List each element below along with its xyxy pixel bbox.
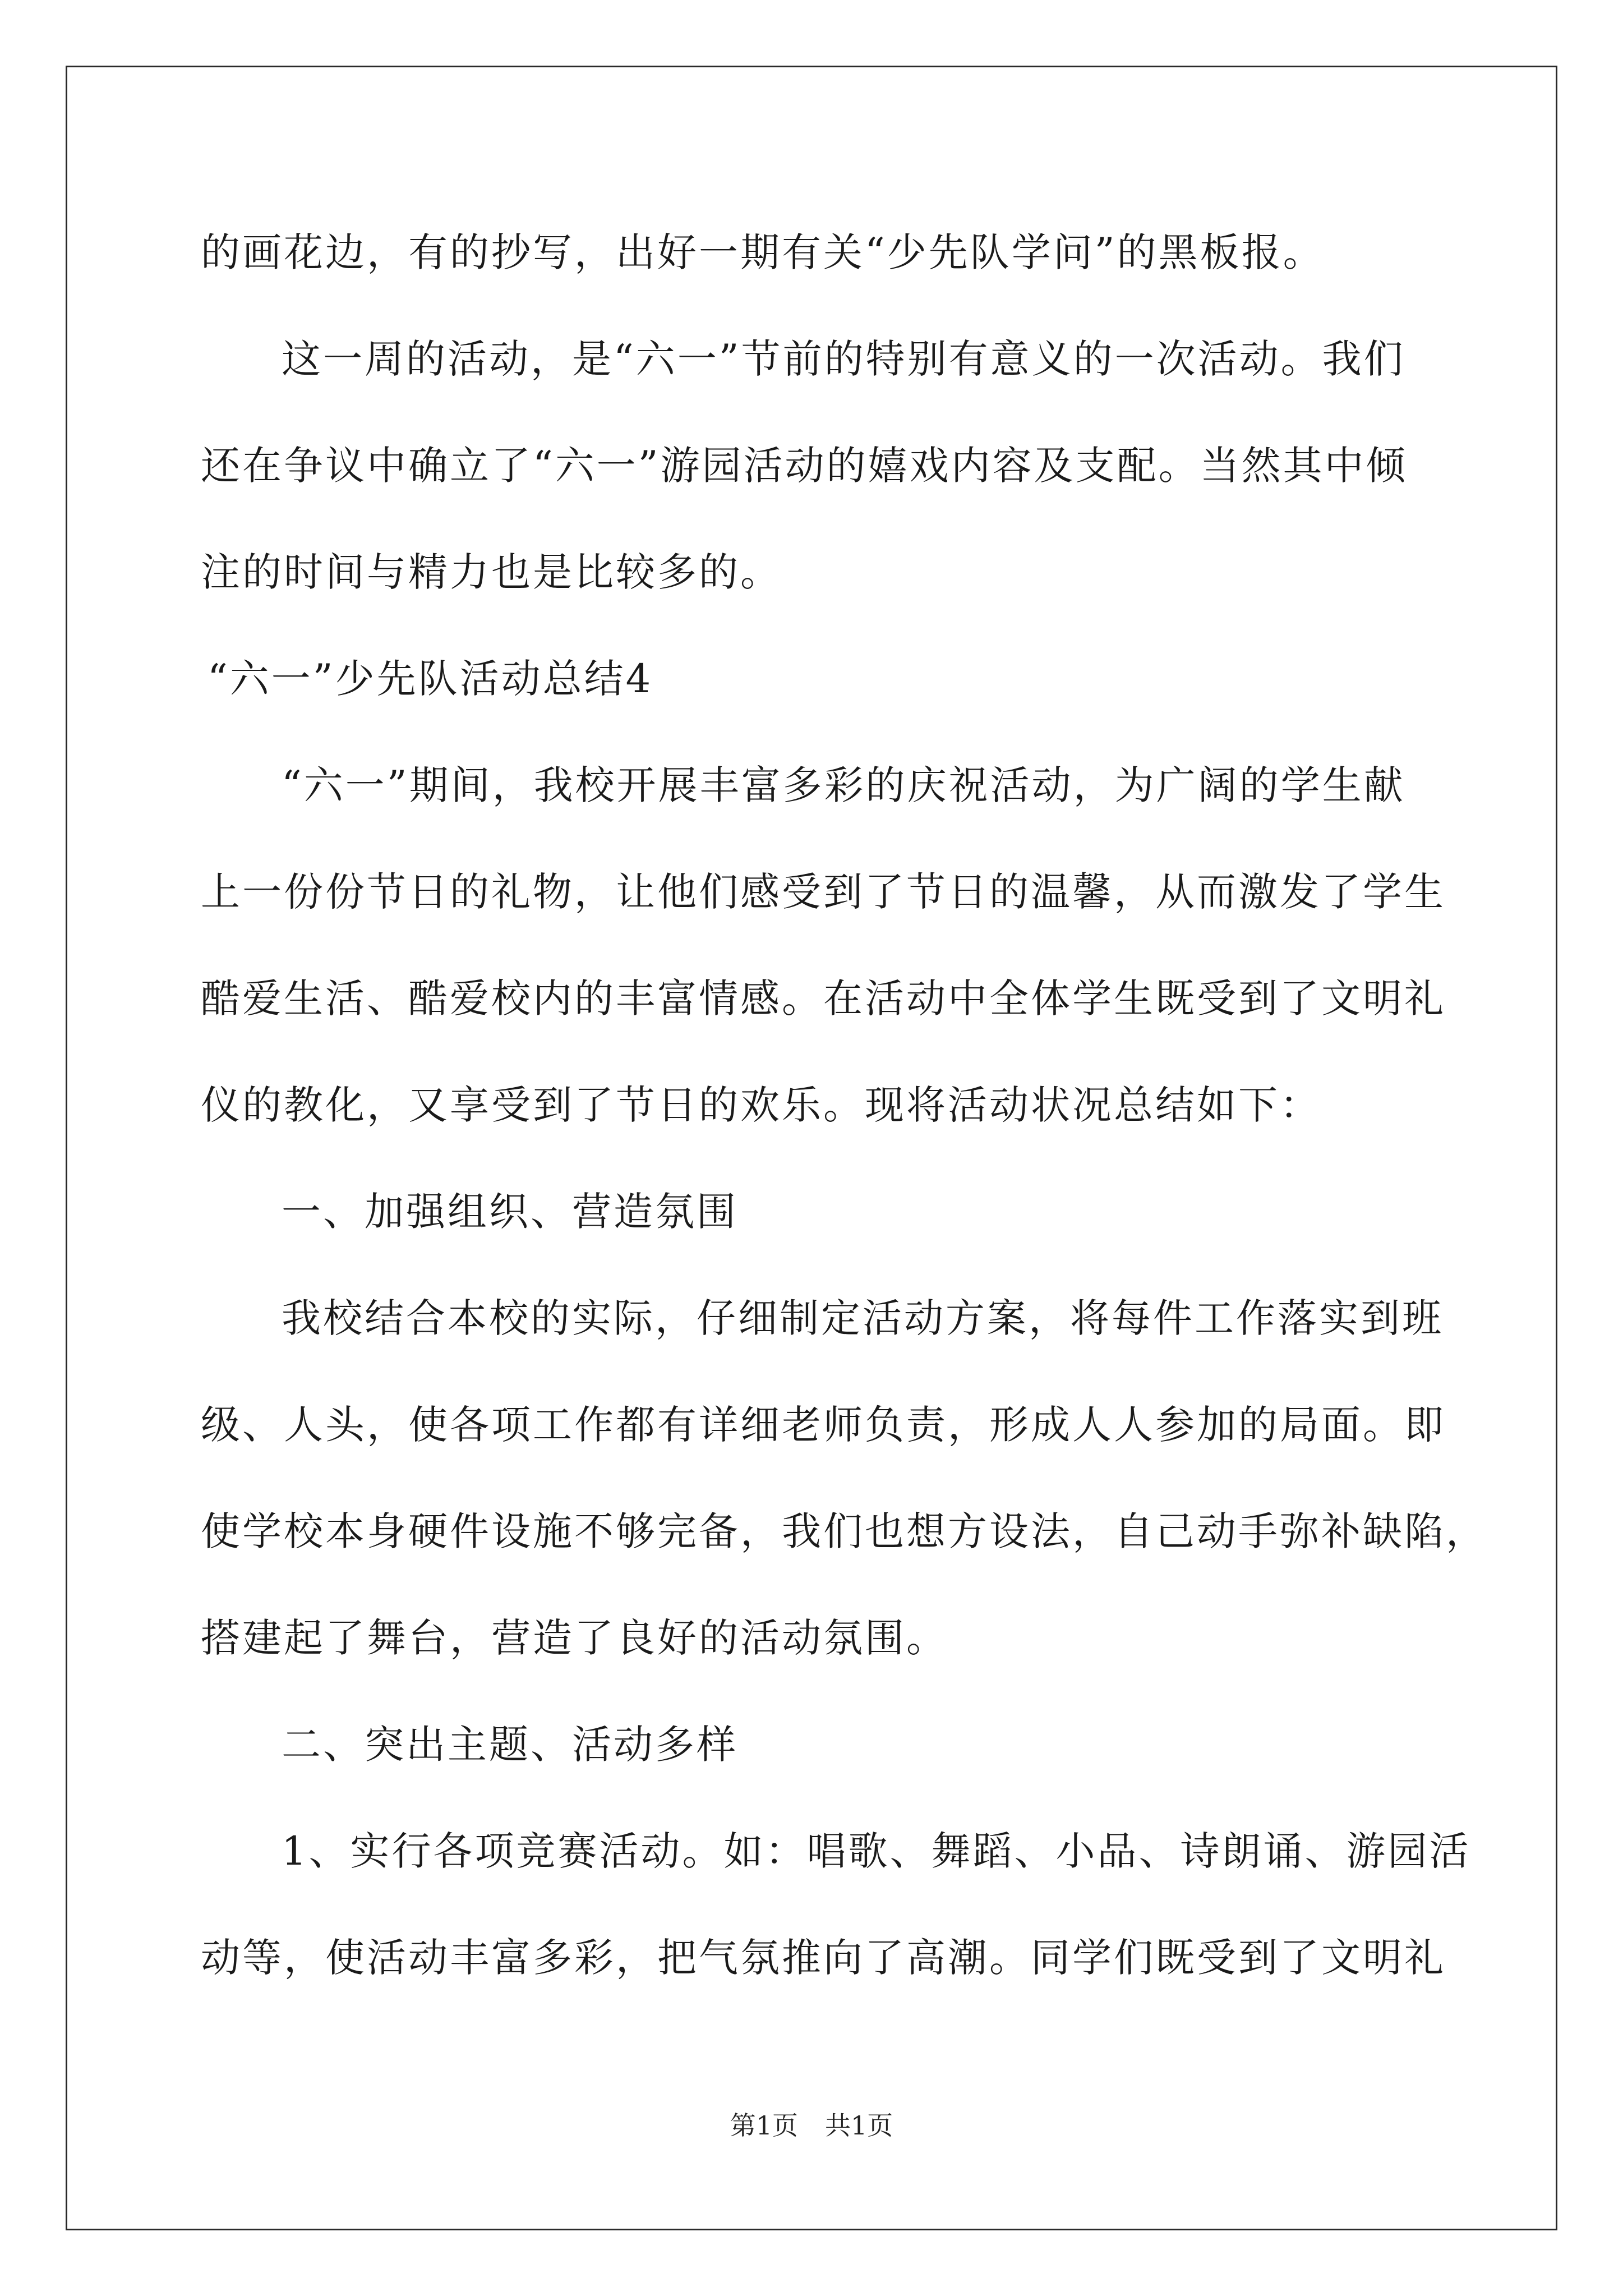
text-line: 这一周的活动，是“六一”节前的特别有意义的一次活动。我们 (282, 336, 1405, 382)
text-line: 动等，使活动丰富多彩，把气氛推向了高潮。同学们既受到了文明礼 (201, 1935, 1446, 1981)
page-footer (0, 2110, 1623, 2141)
page-total: 共1页 (825, 2110, 893, 2141)
text-line: 上一份份节日的礼物，让他们感受到了节日的温馨，从而激发了学生 (201, 869, 1446, 915)
text-line: 1、实行各项竞赛活动。如：唱歌、舞蹈、小品、诗朗诵、游园活 (282, 1828, 1471, 1874)
text-line: 搭建起了舞台，营造了良好的活动氛围。 (201, 1615, 948, 1661)
text-line: 酷爱生活、酷爱校内的丰富情感。在活动中全体学生既受到了文明礼 (201, 976, 1446, 1022)
page-border (66, 66, 1557, 2230)
subheading-line: 二、突出主题、活动多样 (282, 1722, 738, 1768)
text-line: 注的时间与精力也是比较多的。 (201, 549, 782, 595)
text-line: 级、人头，使各项工作都有详细老师负责，形成人人参加的局面。即 (201, 1402, 1446, 1448)
text-line: 我校结合本校的实际，仔细制定活动方案，将每件工作落实到班 (282, 1295, 1444, 1341)
text-line: 还在争议中确立了“六一”游园活动的嬉戏内容及支配。当然其中倾 (201, 443, 1408, 489)
page-number: 第1页 (730, 2110, 798, 2141)
text-line: 仪的教化，又享受到了节日的欢乐。现将活动状况总结如下： (201, 1082, 1321, 1128)
text-line: “六一”期间，我校开展丰富多彩的庆祝活动，为广阔的学生献 (282, 762, 1405, 808)
section-heading: “六一”少先队活动总结4 (208, 656, 653, 702)
text-line: 使学校本身硬件设施不够完备，我们也想方设法，自己动手弥补缺陷， (201, 1508, 1487, 1554)
subheading-line: 一、加强组织、营造氛围 (282, 1189, 738, 1235)
text-line: 的画花边，有的抄写，出好一期有关“少先队学问”的黑板报。 (201, 229, 1325, 275)
